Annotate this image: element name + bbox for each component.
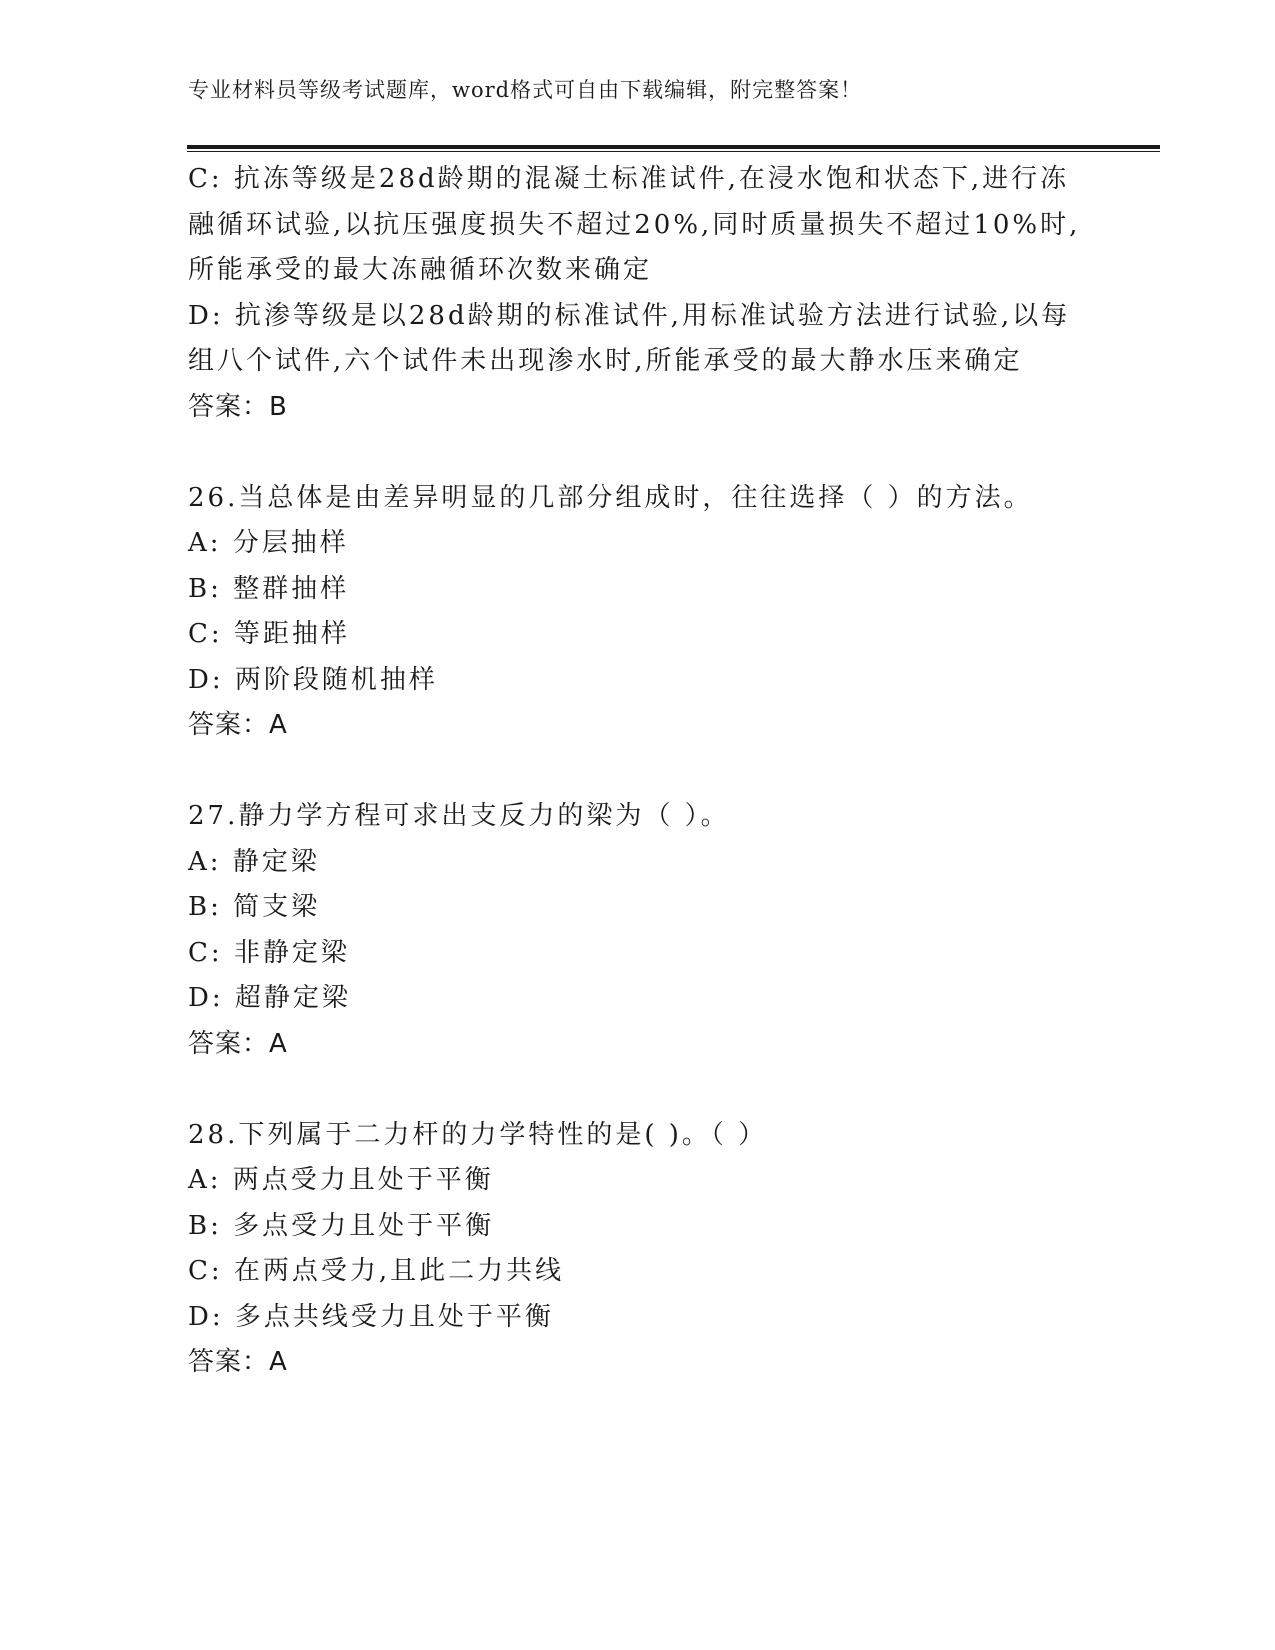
- option-c-line-2: 融循环试验,以抗压强度损失不超过20%,同时质量损失不超过10%时,: [188, 209, 1081, 240]
- option-d: D: 两阶段随机抽样: [188, 664, 438, 695]
- continued-question: [188, 157, 1088, 430]
- option-d: D: 多点共线受力且处于平衡: [188, 1301, 554, 1332]
- spacer: [188, 749, 1088, 795]
- option-d: D: 超静定梁: [188, 983, 351, 1013]
- answer-line: 答案：B: [188, 391, 288, 422]
- header-rule-thin: [187, 151, 1160, 152]
- question-26: [188, 476, 1088, 749]
- option-b: B: 整群抽样: [188, 573, 350, 604]
- question-stem: 28.下列属于二力杆的力学特性的是( )。（ ）: [188, 1119, 768, 1150]
- option-c: C: 在两点受力,且此二力共线: [188, 1256, 565, 1286]
- option-a: A: 两点受力且处于平衡: [188, 1165, 494, 1195]
- option-b: B: 多点受力且处于平衡: [188, 1210, 495, 1241]
- option-d-line-1: D: 抗渗等级是以28d龄期的标准试件,用标准试验方法进行试验,以每: [188, 300, 1071, 331]
- question-27: [188, 794, 1088, 1067]
- option-d-line-2: 组八个试件,六个试件未出现渗水时,所能承受的最大静水压来确定: [188, 346, 1023, 376]
- question-stem: 27.静力学方程可求出支反力的梁为（ ）。: [188, 801, 730, 831]
- answer-line: 答案：A: [188, 710, 288, 740]
- option-a: A: 分层抽样: [188, 528, 349, 558]
- question-content: [188, 157, 1088, 1386]
- spacer: [188, 430, 1088, 476]
- option-c-line-1: C: 抗冻等级是28d龄期的混凝土标准试件,在浸水饱和状态下,进行冻: [188, 164, 1070, 194]
- question-28: [188, 1113, 1088, 1386]
- option-c: C: 等距抽样: [188, 619, 350, 649]
- option-b: B: 简支梁: [188, 892, 321, 922]
- header-rule-thick: [187, 145, 1160, 149]
- option-a: A: 静定梁: [188, 846, 320, 877]
- spacer: [188, 1067, 1088, 1113]
- answer-line: 答案：A: [188, 1028, 288, 1059]
- answer-line: 答案：A: [188, 1347, 288, 1377]
- page-header: 专业材料员等级考试题库，word格式可自由下载编辑，附完整答案！: [188, 78, 863, 102]
- option-c-line-3: 所能承受的最大冻融循环次数来确定: [188, 255, 653, 285]
- option-c: C: 非静定梁: [188, 937, 350, 968]
- header-rule: [187, 145, 1160, 152]
- question-stem: 26.当总体是由差异明显的几部分组成时，往往选择（ ）的方法。: [188, 482, 1033, 513]
